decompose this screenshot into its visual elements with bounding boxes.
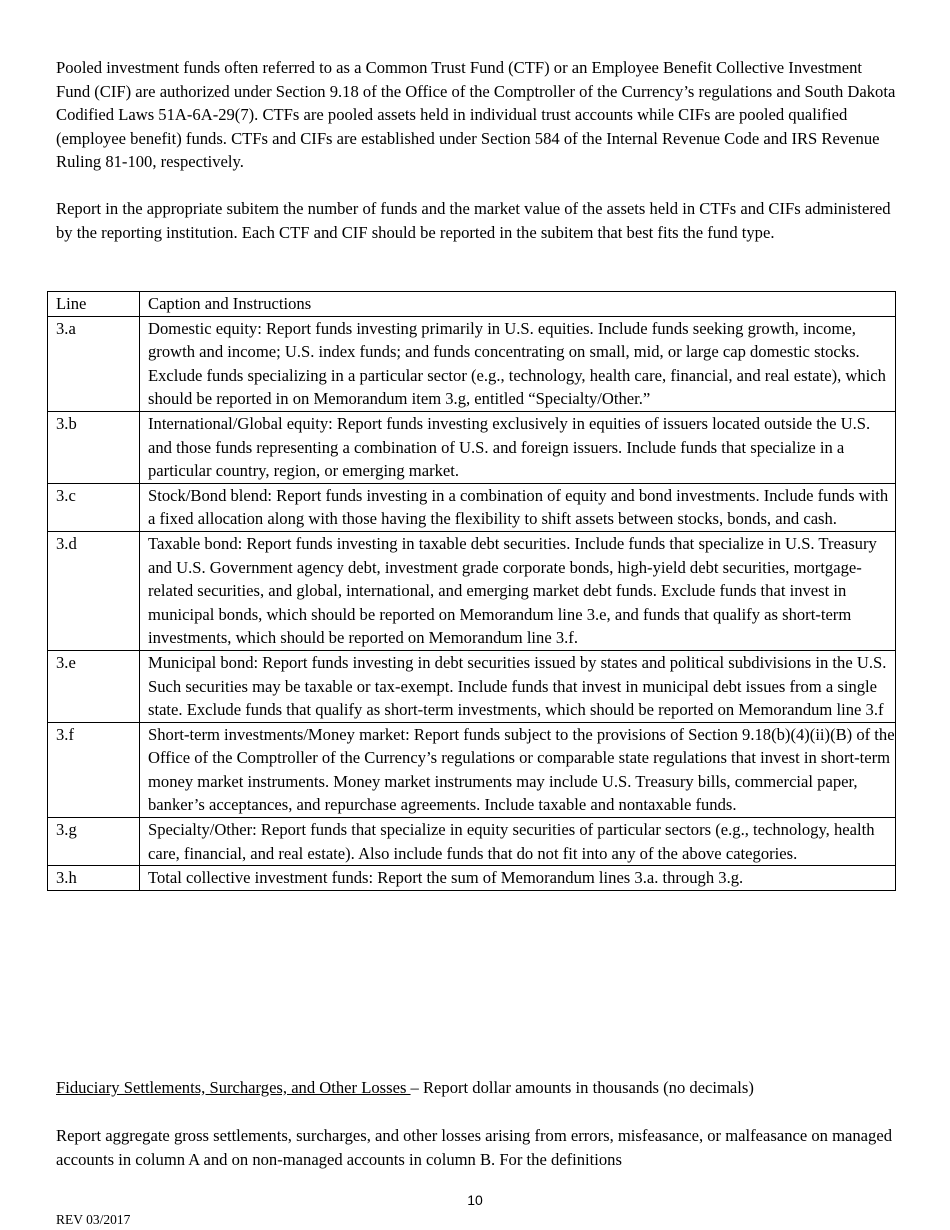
section-heading-underlined: Fiduciary Settlements, Surcharges, and Other Losses <box>56 1078 411 1097</box>
table-row <box>48 650 896 722</box>
line-number-cell: 3.e <box>48 650 140 722</box>
line-number-cell: 3.h <box>48 866 140 891</box>
line-number-cell: 3.f <box>48 722 140 817</box>
caption-cell: Municipal bond: Report funds investing in debt securities issued by states and political subdivisions in the U.S. Such securities may be taxable or tax-exempt. Include funds that invest in municipal debt issues from a single state. Exclude funds that qualify as short-term investments, which should be reported on Memorandum line 3.f <box>140 650 896 722</box>
caption-cell: Taxable bond: Report funds investing in taxable debt securities. Include funds that specialize in U.S. Treasury and U.S. Government agency debt, investment grade corporate bonds, high-yield debt securities, mortgage-related securities, and global, international, and emerging market debt funds. Exclude funds that invest in municipal bonds, which should be reported on Memorandum line 3.e, and funds that qualify as short-term investments, which should be reported on Memorandum line 3.f. <box>140 531 896 650</box>
page-number: 10 <box>467 1192 483 1208</box>
line-number-cell: 3.g <box>48 818 140 866</box>
line-column-header: Line <box>48 292 140 317</box>
line-number-cell: 3.d <box>48 531 140 650</box>
caption-instructions-table <box>47 291 896 891</box>
intro-paragraph-reporting: Report in the appropriate subitem the number of funds and the market value of the assets held in CTFs and CIFs administered by the reporting institution. Each CTF and CIF should be reported in the subitem that best fits the fund type. <box>56 199 891 242</box>
table-row <box>48 722 896 817</box>
line-number-cell: 3.a <box>48 316 140 411</box>
caption-cell: Specialty/Other: Report funds that specialize in equity securities of particular sectors (e.g., technology, health care, financial, and real estate). Also include funds that do not fit into any of the above categories. <box>140 818 896 866</box>
revision-label: REV 03/2017 <box>56 1212 131 1227</box>
table-row <box>48 316 896 411</box>
caption-cell: International/Global equity: Report funds investing exclusively in equities of issuers located outside the U.S. and those funds representing a combination of U.S. and foreign issuers. Include funds that specialize in a particular country, region, or emerging market. <box>140 411 896 483</box>
table-row <box>48 411 896 483</box>
table-row <box>48 531 896 650</box>
fiduciary-settlements-heading <box>56 1076 916 1100</box>
section-heading-rest: – Report dollar amounts in thousands (no decimals) <box>410 1078 754 1097</box>
table-row <box>48 866 896 891</box>
table-row <box>48 818 896 866</box>
fiduciary-settlements-paragraph: Report aggregate gross settlements, surcharges, and other losses arising from errors, misfeasance, or malfeasance on managed accounts in column A and on non-managed accounts in column B. For the definitions <box>56 1126 893 1169</box>
caption-cell: Short-term investments/Money market: Report funds subject to the provisions of Section 9.18(b)(4)(ii)(B) of the Office of the Comptroller of the Currency’s regulations or comparable state regulations that invest in short-term money market instruments. Money market instruments may include U.S. Treasury bills, commercial paper, banker’s acceptances, and repurchase agreements. Include taxable and nontaxable funds. <box>140 722 896 817</box>
caption-cell: Total collective investment funds: Report the sum of Memorandum lines 3.a. through 3.g. <box>140 866 896 891</box>
table-header-row <box>48 292 896 317</box>
intro-paragraph-ctf-cif: Pooled investment funds often referred to as a Common Trust Fund (CTF) or an Employee Benefit Collective Investment Fund (CIF) are authorized under Section 9.18 of the Office of the Comptroller of the Currency’s regulations and South Dakota Codified Laws 51A-6A-29(7). CTFs are pooled assets held in individual trust accounts while CIFs are pooled qualified (employee benefit) funds. CTFs and CIFs are established under Section 584 of the Internal Revenue Code and IRS Revenue Ruling 81-100, respectively. <box>56 58 896 172</box>
caption-cell: Domestic equity: Report funds investing primarily in U.S. equities. Include funds seeking growth, income, growth and income; U.S. index funds; and funds concentrating on small, mid, or large cap domestic stocks. Exclude funds specializing in a particular sector (e.g., technology, health care, financial, and real estate), which should be reported in on Memorandum item 3.g, entitled “Specialty/Other.” <box>140 316 896 411</box>
line-number-cell: 3.c <box>48 483 140 531</box>
caption-cell: Stock/Bond blend: Report funds investing in a combination of equity and bond investments. Include funds with a fixed allocation along with those having the flexibility to shift assets between stocks, bonds, and cash. <box>140 483 896 531</box>
caption-column-header: Caption and Instructions <box>140 292 896 317</box>
line-number-cell: 3.b <box>48 411 140 483</box>
table-row <box>48 483 896 531</box>
